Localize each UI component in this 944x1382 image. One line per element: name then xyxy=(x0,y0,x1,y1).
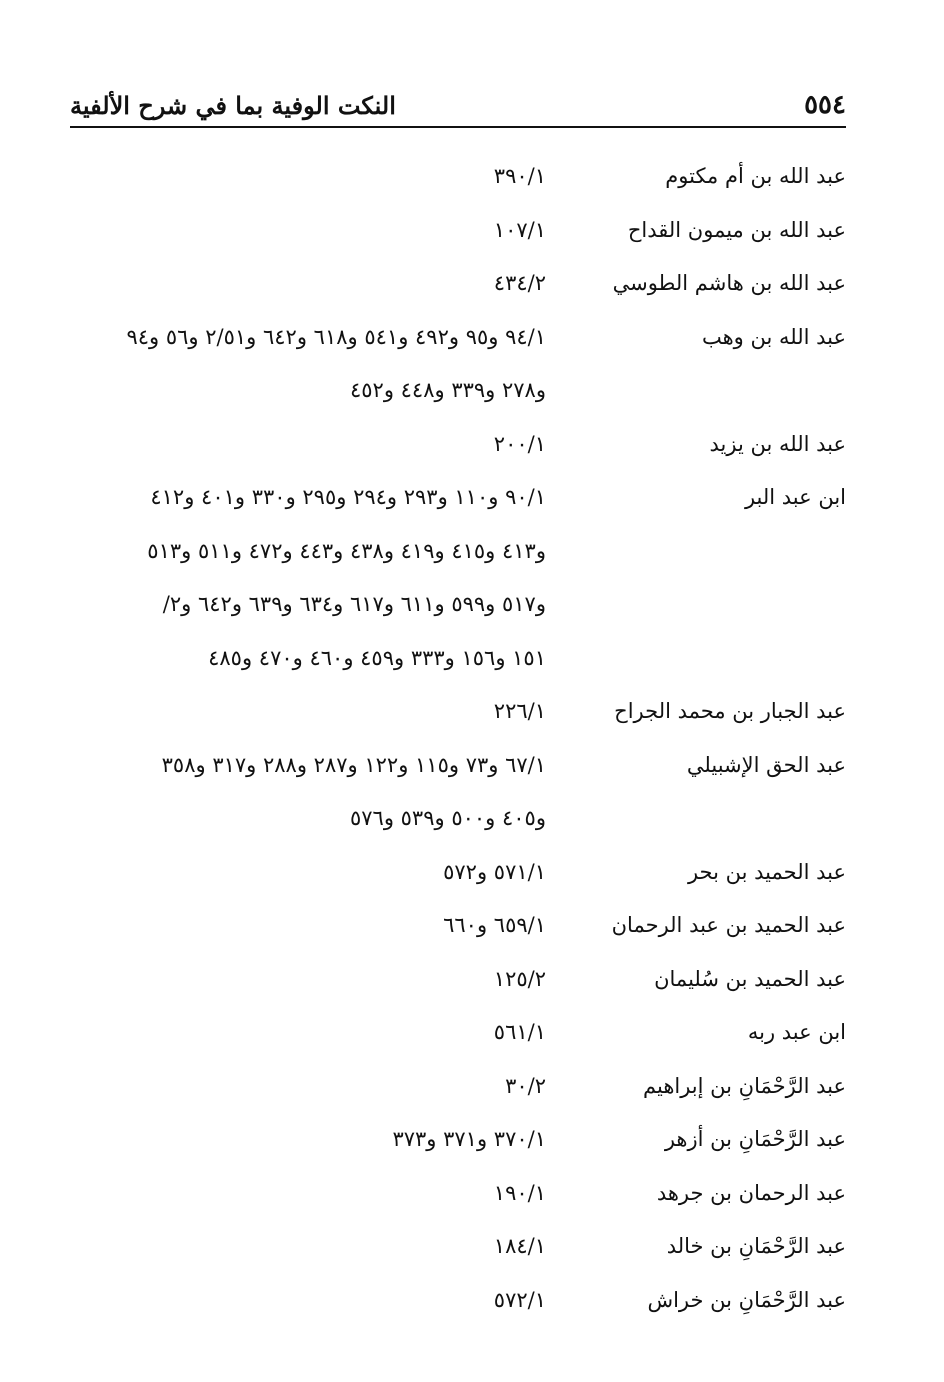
page-ref-line: ٤٣٤/٢ xyxy=(493,271,546,295)
page-ref-line: ١٩٠/١ xyxy=(493,1180,546,1205)
page-ref-line: ١٥١ و١٥٦ و٣٣٣ و٤٥٩ و٤٦٠ و٤٧٠ و٤٨٥ xyxy=(208,645,546,670)
index-entry xyxy=(70,311,846,418)
page-ref-line: ٦٥٩/١ و٦٦٠ xyxy=(443,913,546,937)
entry-name: عبد الله بن وهب xyxy=(701,324,846,349)
entry-name: عبد الحميد بن بحر xyxy=(687,859,846,884)
book-title: النكت الوفية بما في شرح الألفية xyxy=(70,91,396,120)
index-entry xyxy=(70,150,846,204)
entry-page-refs xyxy=(70,471,546,685)
page-number: ٥٥٤ xyxy=(804,90,846,120)
index-entry xyxy=(70,471,846,685)
page-ref-line: و٤١٣ و٤١٥ و٤١٩ و٤٣٨ و٤٤٣ و٤٧٢ و٥١١ و٥١٣ xyxy=(147,538,546,563)
entry-page-refs xyxy=(70,204,546,258)
entry-name: ابن عبد ربه xyxy=(747,1020,846,1044)
entry-name: ابن عبد البر xyxy=(744,485,846,509)
page-ref-line: و٢٧٨ و٣٣٩ و٤٤٨ و٤٥٢ xyxy=(349,378,546,402)
page-ref-line: ٣٩٠/١ xyxy=(493,164,546,188)
entry-name: عبد الله بن هاشم الطوسي xyxy=(612,271,846,295)
index-entry xyxy=(70,739,846,846)
page-ref-line: ١٢٥/٢ xyxy=(493,966,546,991)
page-ref-line: ٩٠/١ و١١٠ و٢٩٣ و٢٩٤ و٢٩٥ و٣٣٠ و٤٠١ و٤١٢ xyxy=(150,485,546,509)
index-entry xyxy=(70,1113,846,1167)
entry-page-refs xyxy=(70,739,546,846)
index-entry xyxy=(70,1274,846,1328)
entry-page-refs xyxy=(70,953,546,1007)
index-entry xyxy=(70,846,846,900)
entry-page-refs xyxy=(70,1006,546,1060)
entry-name: عبد الحميد بن سُليمان xyxy=(654,966,846,991)
entry-page-refs xyxy=(70,1113,546,1167)
page-ref-line: ٢٠٠/١ xyxy=(493,431,546,456)
page-ref-line: ٣٠/٢ xyxy=(505,1073,546,1098)
page-ref-line: ١٠٧/١ xyxy=(493,217,546,242)
entry-page-refs xyxy=(70,418,546,472)
running-header xyxy=(70,78,846,118)
entry-name: عبد الحق الإشبيلي xyxy=(686,752,846,777)
entry-name: عبد الله بن يزيد xyxy=(709,431,846,456)
entry-name: عبد الحميد بن عبد الرحمان xyxy=(611,913,846,937)
index-entry xyxy=(70,899,846,953)
entry-page-refs xyxy=(70,899,546,953)
entry-name: عبد الله بن أم مكتوم xyxy=(665,164,846,188)
entry-page-refs xyxy=(70,1167,546,1221)
page-ref-line: ٥٧١/١ و٥٧٢ xyxy=(443,859,546,884)
page-ref-line: ٦٧/١ و٧٣ و١١٥ و١٢٢ و٢٨٧ و٢٨٨ و٣١٧ و٣٥٨ xyxy=(161,752,546,777)
index-entry xyxy=(70,418,846,472)
page-ref-line: ٥٦١/١ xyxy=(493,1020,546,1044)
index-entry xyxy=(70,953,846,1007)
entry-name: عبد الله بن ميمون القداح xyxy=(627,217,846,242)
entry-name: عبد الرَّحْمَانِ بن إبراهيم xyxy=(643,1073,846,1098)
index-entry xyxy=(70,1006,846,1060)
entry-name: عبد الرَّحْمَانِ بن خراش xyxy=(647,1287,846,1312)
page-ref-line: ٩٤/١ و٩٥ و٤٩٢ و٥٤١ و٦١٨ و٦٤٢ و٢/٥١ و٥٦ و٩٤ xyxy=(126,324,546,349)
header-rule xyxy=(70,126,846,128)
entry-name: عبد الجبار بن محمد الجراح xyxy=(614,699,846,723)
index-entry xyxy=(70,685,846,739)
entry-page-refs xyxy=(70,150,546,204)
page-ref-line: و٥١٧ و٥٩٩ و٦١١ و٦١٧ و٦٣٤ و٦٣٩ و٦٤٢ و٢/ xyxy=(162,592,546,616)
index-entry xyxy=(70,1060,846,1114)
entry-page-refs xyxy=(70,1060,546,1114)
index-entry xyxy=(70,1167,846,1221)
index-list xyxy=(70,150,846,1327)
entry-name: عبد الرَّحْمَانِ بن خالد xyxy=(666,1234,846,1258)
entry-page-refs xyxy=(70,257,546,311)
page-ref-line: ٢٢٦/١ xyxy=(493,699,546,723)
entry-page-refs xyxy=(70,846,546,900)
entry-page-refs xyxy=(70,685,546,739)
entry-page-refs xyxy=(70,1220,546,1274)
page-ref-line: و٤٠٥ و٥٠٠ و٥٣٩ و٥٧٦ xyxy=(349,806,546,830)
page-ref-line: ١٨٤/١ xyxy=(493,1234,546,1258)
entry-name: عبد الرَّحْمَانِ بن أزهر xyxy=(664,1127,846,1151)
entry-page-refs xyxy=(70,311,546,418)
index-entry xyxy=(70,204,846,258)
index-entry xyxy=(70,257,846,311)
page-ref-line: ٣٧٠/١ و٣٧١ و٣٧٣ xyxy=(392,1127,546,1151)
index-entry xyxy=(70,1220,846,1274)
entry-page-refs xyxy=(70,1274,546,1328)
page-ref-line: ٥٧٢/١ xyxy=(493,1287,546,1312)
entry-name: عبد الرحمان بن جرهد xyxy=(656,1180,846,1205)
